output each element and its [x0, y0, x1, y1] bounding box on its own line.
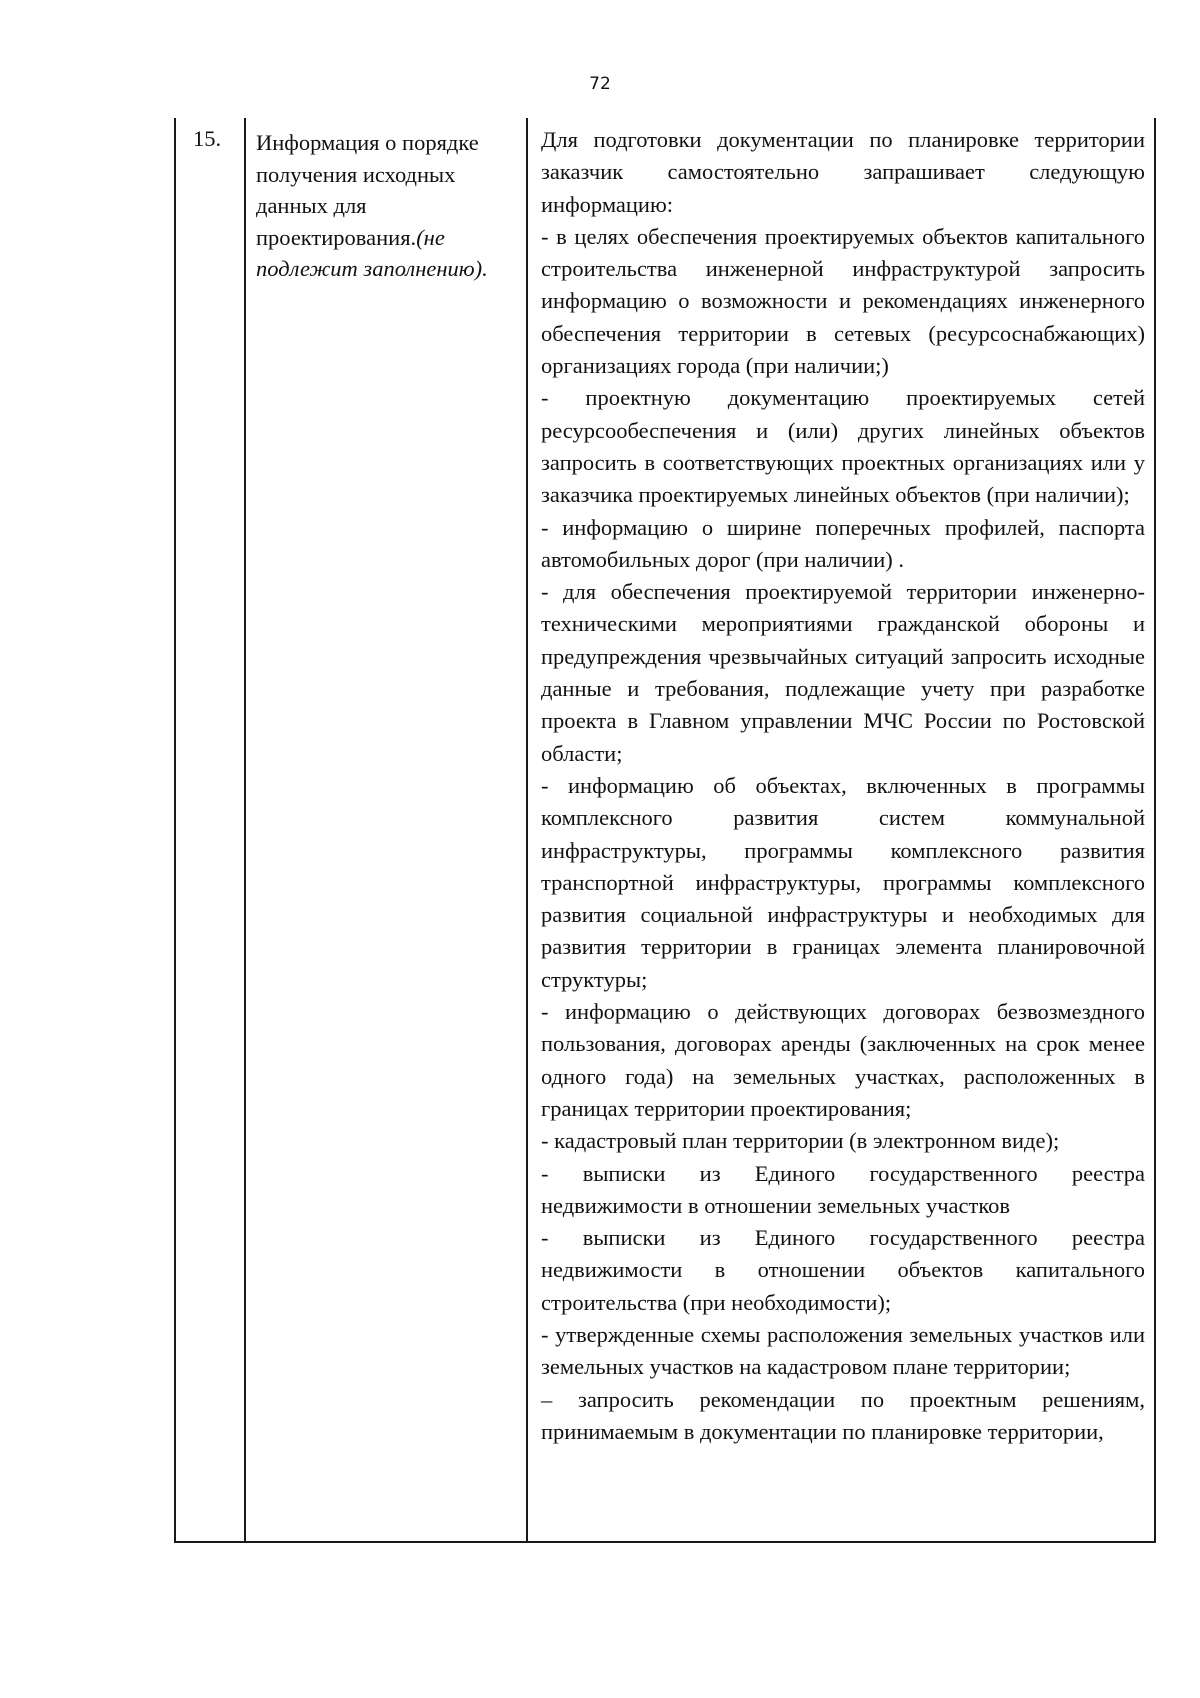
content-paragraph: - для обеспечения проектируемой территории инженерно-техническими мероприятиями гражданской обороны и предупреждения чрезвычайных ситуаций запросить исходные данные и требования, подлежащие учету при разработке проекта в Главном управлении МЧС России по Ростовской области;	[541, 579, 1145, 766]
content-paragraph: - выписки из Единого государственного реестра недвижимости в отношении земельных участков	[541, 1160, 1145, 1218]
content-paragraph: - утвержденные схемы расположения земельных участков или земельных участков на кадастровом плане территории;	[541, 1321, 1145, 1380]
content-paragraph: - выписки из Единого государственного реестра недвижимости в отношении объектов капитального строительства (при необходимости);	[541, 1225, 1145, 1315]
row-title	[245, 118, 527, 1542]
row-number: 15.	[175, 118, 245, 1542]
row-title-note: (не подлежит заполнению).	[256, 224, 488, 282]
content-paragraph: - в целях обеспечения проектируемых объектов капитального строительства инженерной инфраструктурой запросить информацию о возможности и рекомендациях инженерного обеспечения территории в сетевых (ресурсоснабжающих) организациях города (при наличии;)	[541, 223, 1145, 379]
content-paragraph: - проектную документацию проектируемых сетей ресурсообеспечения и (или) других линейных объектов запросить в соответствующих проектных организациях или у заказчика проектируемых линейных объектов (при наличии);	[541, 385, 1145, 508]
content-paragraph: - информацию о действующих договорах безвозмездного пользования, договорах аренды (заключенных на срок менее одного года) на земельных участках, расположенных в границах территории проектирования;	[541, 999, 1145, 1121]
requirements-table	[174, 118, 1156, 1543]
content-paragraph: - информацию об объектах, включенных в программы комплексного развития систем коммунальной инфраструктуры, программы комплексного развития транспортной инфраструктуры, программы комплексного развития социальной инфраструктуры и необходимых для развития территории в границах элемента планировочной структуры;	[541, 772, 1145, 992]
table-row	[175, 118, 1155, 1542]
content-paragraph: - кадастровый план территории (в электронном виде);	[541, 1128, 1060, 1154]
content-paragraph: - информацию о ширине поперечных профилей, паспорта автомобильных дорог (при наличии) .	[541, 514, 1145, 572]
page-number: 72	[589, 74, 611, 94]
content-paragraph: – запросить рекомендации по проектным решениям, принимаемым в документации по планировке территории,	[541, 1386, 1145, 1444]
row-content	[527, 118, 1155, 1542]
content-paragraph: Для подготовки документации по планировке территории заказчик самостоятельно запрашивает следующую информацию:	[541, 127, 1145, 217]
row-title-text: Информация о порядке получения исходных данных для проектирования.	[256, 130, 479, 250]
